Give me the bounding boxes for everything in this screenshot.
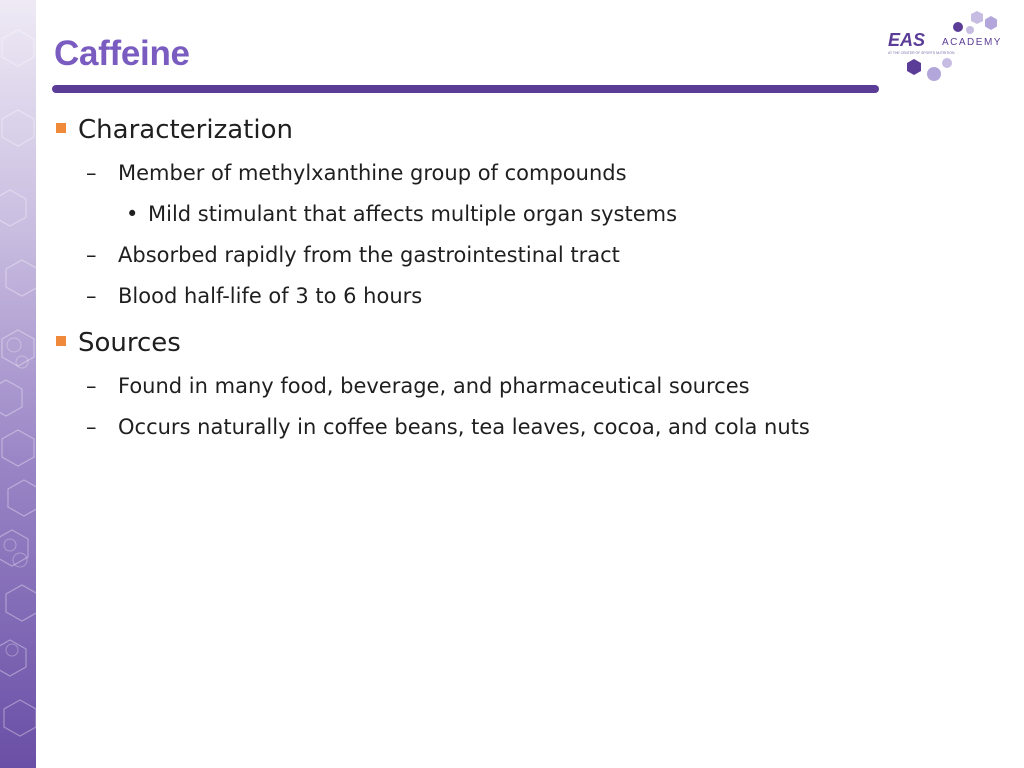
title-underline (52, 85, 879, 93)
list-item-text: Member of methylxanthine group of compounds (118, 161, 627, 185)
list-item-text: Occurs naturally in coffee beans, tea leaves, cocoa, and cola nuts (118, 415, 810, 439)
logo-word: ACADEMY (942, 37, 1002, 48)
molecule-logo-icon (884, 8, 1018, 86)
list-item-text: Found in many food, beverage, and pharmaceutical sources (118, 374, 750, 398)
eas-academy-logo (884, 8, 1018, 86)
dash-bullet-icon: – (86, 415, 97, 439)
hexagon-pattern-icon (0, 0, 36, 768)
orange-square-bullet-icon (56, 336, 66, 346)
section-heading-text: Characterization (78, 115, 293, 145)
dot-bullet-icon: • (126, 202, 139, 226)
section-heading-text: Sources (78, 328, 181, 358)
dash-bullet-icon: – (86, 374, 97, 398)
list-item-text: Blood half-life of 3 to 6 hours (118, 284, 423, 308)
slide-title: Caffeine (54, 34, 190, 73)
logo-brand: EAS (888, 30, 926, 50)
logo-tagline: AT THE CENTER OF SPORTS NUTRITION (888, 51, 955, 55)
dash-bullet-icon: – (86, 284, 97, 308)
list-item-text: Absorbed rapidly from the gastrointestinal tract (118, 243, 620, 267)
dash-bullet-icon: – (86, 161, 97, 185)
decorative-side-band (0, 0, 36, 768)
orange-square-bullet-icon (56, 123, 66, 133)
sub-list-item-text: Mild stimulant that affects multiple organ systems (148, 202, 678, 226)
dash-bullet-icon: – (86, 243, 97, 267)
